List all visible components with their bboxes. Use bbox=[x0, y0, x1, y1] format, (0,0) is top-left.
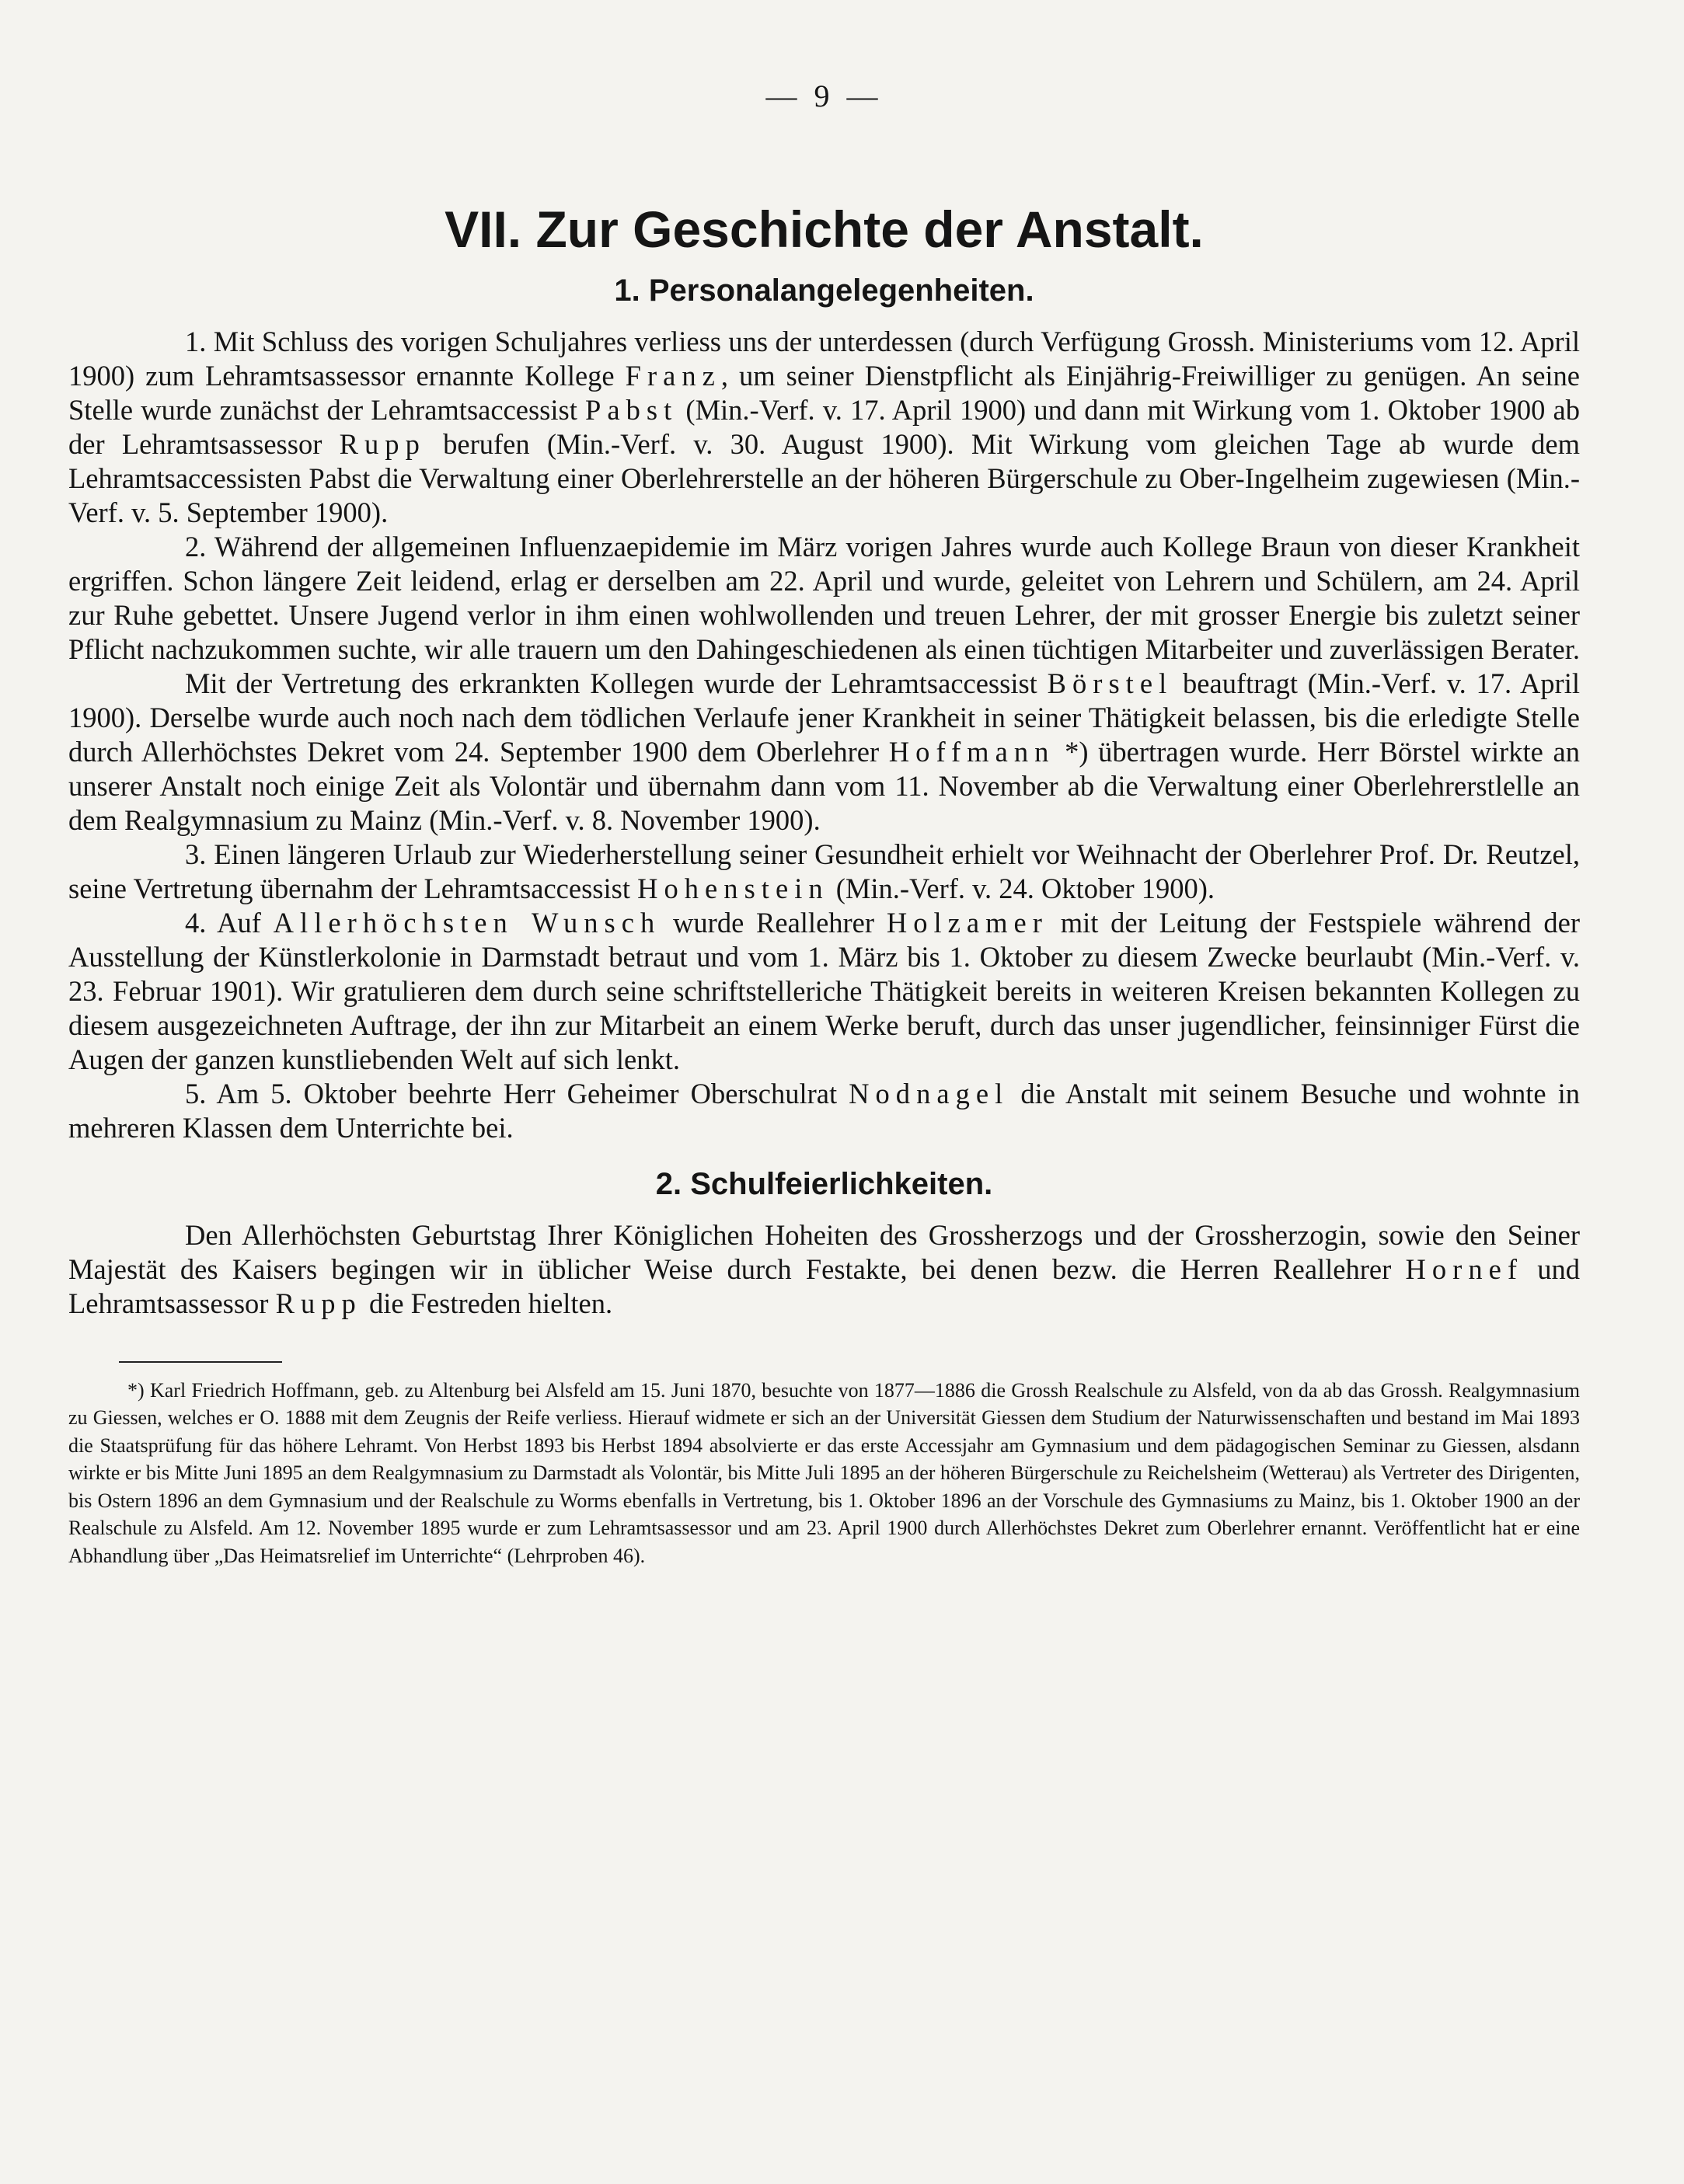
section-personalangelegenheiten bbox=[68, 272, 1580, 1145]
text-run: die Anstalt mit seinem Besuche und wohnte in mehreren Klassen dem Unterrichte bei. bbox=[68, 1077, 1580, 1144]
paragraph bbox=[68, 838, 1580, 906]
text-run: berufen (Min.-Verf. v. 30. August 1900). Mit Wirkung vom gleichen Tage ab wurde dem Lehramtsaccessisten Pabst die Verwaltung einer Oberlehrerstelle an der höheren Bürgerschule zu Ober-Ingelheim zugewiesen (Min.-Verf. v. 5. September 1900). bbox=[68, 427, 1580, 528]
text-run: 3. Einen längeren Urlaub zur Wiederherstellung seiner Gesundheit erhielt vor Weihnacht der Oberlehrer Prof. Dr. Reutzel, seine Vertretung übernahm der Lehramtsaccessist bbox=[68, 838, 1580, 904]
paragraph bbox=[68, 1077, 1580, 1145]
footnote: *) Karl Friedrich Hoffmann, geb. zu Altenburg bei Alsfeld am 15. Juni 1870, besuchte von 1877—1886 die Grossh Realschule zu Alsfeld, von da ab das Grossh. Realgymnasium zu Giessen, welches er O. 1888 mit dem Zeugnis der Reife verliess. Hierauf widmete er sich an der Universität Giessen dem Studium der Naturwissenschaften und bestand im Mai 1893 die Staatsprüfung für das höhere Lehramt. Von Herbst 1893 bis Herbst 1894 absolvierte er das erste Accessjahr am Gymnasium und dem pädagogischen Seminar zu Giessen, alsdann wirkte er bis Mitte Juni 1895 an dem Realgymnasium zu Darmstadt als Volontär, bis Mitte Juli 1895 an der höheren Bürgerschule zu Reichelsheim (Wetterau) als Vertreter des Dirigenten, bis Ostern 1896 an dem Gymnasium und der Realschule zu Worms ebenfalls in Vertretung, bis 1. Oktober 1896 an der Vorschule des Gymnasiums zu Mainz, bis 1. Oktober 1900 an der Realschule zu Alsfeld. Am 12. November 1895 wurde er zum Lehramtsassessor und am 23. April 1900 durch Allerhöchstes Dekret zum Oberlehrer ernannt. Veröffentlicht hat er eine Abhandlung über „Das Heimatsrelief im Unterrichte“ (Lehrproben 46). bbox=[68, 1378, 1580, 1567]
text-run: beauftragt (Min.-Verf. v. 17. April 1900). Derselbe wurde auch noch nach dem tödlichen Verlaufe jener Krankheit in seiner Thätigkeit belassen, bis die erledigte Stelle durch Allerhöchstes Dekret vom 24. September 1900 dem Oberlehrer bbox=[68, 667, 1580, 768]
text-run: mit der Leitung der Festspiele während der Ausstellung der Künstlerkolonie in Darmstadt betraut und vom 1. März bis 1. Oktober zu diesem Zwecke beurlaubt (Min.-Verf. v. 23. Februar 1901). Wir gratulieren dem durch seine schriftstelleriche Thätigkeit bereits in weiteren Kreisen bekannten Kollegen zu diesem ausgezeichneten Auftrage, der ihn zur Mitarbeit an einem Werke beruft, durch das unser jugendlicher, feinsinniger Fürst die Augen der ganzen kunstliebenden Welt auf sich lenkt. bbox=[68, 906, 1581, 1075]
paragraph bbox=[68, 325, 1580, 530]
person-name: Holzamer bbox=[886, 906, 1048, 939]
person-name: Börstel bbox=[1047, 667, 1173, 699]
person-name: Rupp bbox=[339, 427, 426, 460]
person-name: Nodnagel bbox=[849, 1077, 1009, 1109]
text-run: , um seiner Dienstpflicht als Einjährig-Freiwilliger zu genügen. An seine Stelle wurde zunächst der Lehramtsaccessist bbox=[68, 359, 1580, 426]
text-run: 1. Mit Schluss des vorigen Schuljahres verliess uns der unterdessen (durch Verfügung Grossh. Ministeriums vom 12. April 1900) zum Lehramtsassessor ernannte Kollege bbox=[68, 325, 1580, 392]
document-page bbox=[68, 78, 1580, 1569]
text-run: 5. Am 5. Oktober beehrte Herr Geheimer Oberschulrat bbox=[185, 1077, 849, 1109]
person-name: Franz bbox=[625, 359, 721, 392]
paragraph bbox=[68, 667, 1580, 838]
text-run: 4. Auf bbox=[185, 906, 274, 939]
chapter-title: VII. Zur Geschichte der Anstalt. bbox=[445, 200, 1204, 258]
person-name: Hornef bbox=[1405, 1252, 1524, 1285]
paragraph: 2. Während der allgemeinen Influenzaepidemie im März vorigen Jahres wurde auch Kollege Braun von dieser Krankheit ergriffen. Schon längere Zeit leidend, erlag er derselben am 22. April und wurde, geleitet von Lehrern und Schülern, am 24. April zur Ruhe gebettet. Unsere Jugend verlor in ihm einen wohlwollenden und treuen Lehrer, der mit grosser Energie bis zuletzt seiner Pflicht nachzukommen suchte, wir alle trauern um den Dahingeschiedenen als einen tüchtigen Mitarbeiter und zuverlässigen Berater. bbox=[68, 530, 1580, 665]
paragraph bbox=[68, 906, 1580, 1077]
text-run: (Min.-Verf. v. 24. Oktober 1900). bbox=[828, 872, 1215, 904]
text-run: wurde Reallehrer bbox=[661, 906, 887, 939]
text-run: die Festreden hielten. bbox=[361, 1287, 613, 1319]
person-name: Hoffmann bbox=[888, 735, 1055, 768]
section-title: 2. Schulfeierlichkeiten. bbox=[655, 1166, 993, 1201]
section-title: 1. Personalangelegenheiten. bbox=[614, 273, 1034, 308]
text-run: (Min.-Verf. v. 17. April 1900) und dann mit Wirkung vom 1. Oktober 1900 ab der Lehramtsassessor bbox=[68, 393, 1580, 460]
person-name: Pabst bbox=[585, 393, 678, 426]
footnote-divider bbox=[119, 1361, 282, 1363]
text-run: *) übertragen wurde. Herr Börstel wirkte an unserer Anstalt noch einige Zeit als Volontär und übernahm dann vom 11. November ab die Verwaltung einer Oberlehrerstlelle an dem Realgymnasium zu Mainz (Min.-Verf. v. 8. November 1900). bbox=[68, 735, 1580, 836]
text-run: Mit der Vertretung des erkrankten Kollegen wurde der Lehramtsaccessist bbox=[185, 667, 1048, 699]
page-number: — 9 — bbox=[765, 78, 883, 113]
text-run: Den Allerhöchsten Geburtstag Ihrer Königlichen Hoheiten des Grossherzogs und der Grossherzogin, sowie den Seiner Majestät des Kaisers begingen wir in üblicher Weise durch Festakte, bei denen bezw. die Herren Reallehrer bbox=[68, 1218, 1580, 1285]
text-run: und Lehramtsassessor bbox=[68, 1252, 1580, 1319]
person-name: Rupp bbox=[275, 1287, 362, 1319]
person-name: Hohenstein bbox=[637, 872, 829, 904]
section-schulfeierlichkeiten bbox=[68, 1165, 1580, 1321]
emphasis: Allerhöchsten Wunsch bbox=[273, 906, 661, 939]
paragraph bbox=[68, 1218, 1580, 1321]
